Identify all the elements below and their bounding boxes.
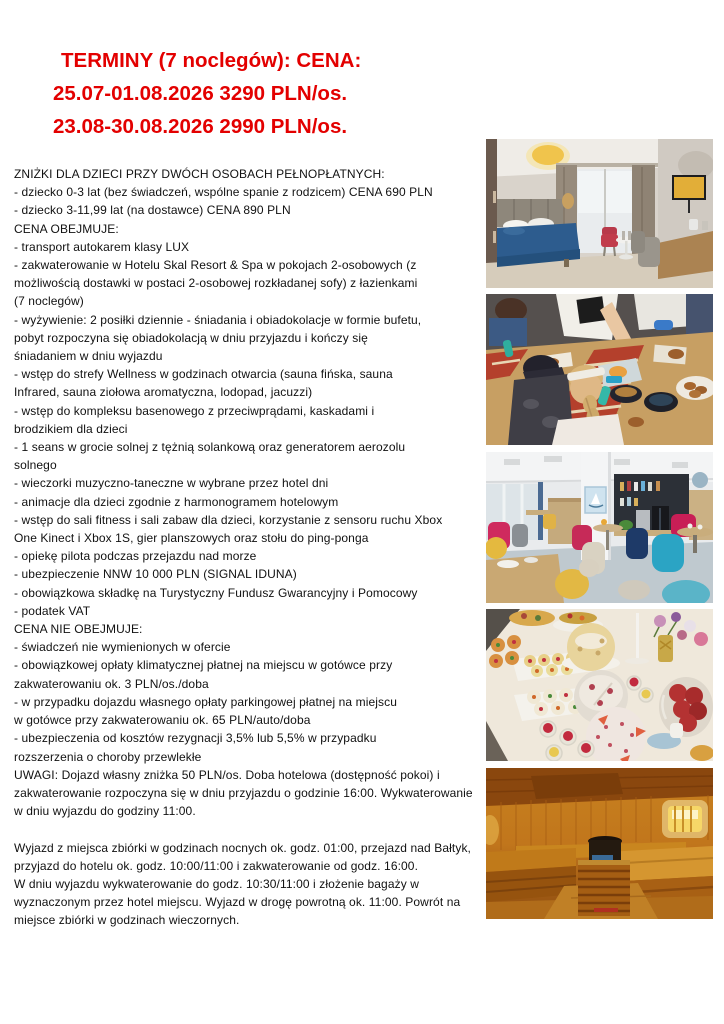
offer-text-line: - zakwaterowanie w Hotelu Skal Resort & Spa w pokojach 2-osobowych (z	[14, 258, 417, 273]
dessert-buffet-photo	[486, 609, 713, 761]
offer-text-line	[14, 820, 492, 838]
offer-text-line: W dniu wyjazdu wykwaterowanie do godz. 10:30/11:00 i złożenie bagaży w	[14, 876, 420, 891]
offer-text-line: - w przypadku dojazdu własnego opłaty parkingowej płatnej na miejscu	[14, 694, 398, 709]
offer-text-line: CENA OBEJMUJE:	[14, 221, 119, 236]
offer-text-line: solnego	[14, 458, 57, 473]
offer-text-line: - obowiązkowej opłaty klimatycznej płatnej na miejscu w gotówce przy	[14, 658, 393, 673]
offer-text-line: - transport autokarem klasy LUX	[14, 239, 190, 254]
offer-text-line: - opiekę pilota podczas przejazdu nad morze	[14, 549, 257, 564]
offer-text-line: Infrared, sauna ziołowa aromatyczna, lodopad, jacuzzi)	[14, 385, 313, 400]
hotel-cafe-photo	[486, 452, 713, 603]
offer-text-line: miejsce zbiórki w godzinach wieczornych.	[14, 913, 240, 928]
offer-text-line: pobyt rozpoczyna się obiadokolacją w dniu przyjazdu i kończy się	[14, 330, 368, 345]
offer-text-line: w dniu wyjazdu do godziny 11:00.	[14, 804, 196, 819]
offer-text-line: - ubezpieczenie NNW 10 000 PLN (SIGNAL IDUNA)	[14, 567, 297, 582]
price-header-line: TERMINY (7 noclegów): CENA:	[61, 49, 362, 72]
offer-text-line: - wstęp do strefy Wellness w godzinach otwarcia (sauna fińska, sauna	[14, 367, 393, 382]
offer-text-line: - wieczorki muzyczno-taneczne w wybrane przez hotel dni	[14, 476, 329, 491]
offer-text-line: - świadczeń nie wymienionych w ofercie	[14, 640, 231, 655]
offer-text-line: wyznaczonym przez hotel miejscu. Wyjazd w drogę powrotną ok. 11:00. Powrót na	[14, 895, 461, 910]
offer-text-line: Wyjazd z miejsca zbiórki w godzinach nocnych ok. godz. 01:00, przejazd nad Bałtyk,	[14, 840, 471, 855]
price-header-line: 23.08-30.08.2026 2990 PLN/os.	[53, 115, 348, 138]
offer-text-line: ZNIŻKI DLA DZIECI PRZY DWÓCH OSOBACH PEŁNOPŁATNYCH:	[14, 167, 385, 181]
offer-text-line: (7 noclegów)	[14, 294, 84, 309]
price-header-line: 25.07-01.08.2026 3290 PLN/os.	[53, 82, 348, 105]
offer-text-line: UWAGI: Dojazd własny zniżka 50 PLN/os. Doba hotelowa (dostępność pokoi) i	[14, 767, 440, 782]
hotel-room-photo	[486, 139, 713, 288]
offer-text-line: brodzikiem dla dzieci	[14, 421, 128, 436]
sauna-photo	[486, 768, 713, 919]
offer-text-line: One Kinect i Xbox 1S, gier planszowych oraz stołu do ping-ponga	[14, 531, 369, 546]
kids-workshop-photo	[486, 294, 713, 445]
price-header	[53, 44, 361, 143]
offer-text-line: CENA NIE OBEJMUJE:	[14, 622, 143, 637]
offer-text-line: - wstęp do kompleksu basenowego z przeciwprądami, kaskadami i	[14, 403, 375, 418]
offer-text-line: rozszerzenia o choroby przewlekłe	[14, 749, 202, 764]
offer-text-line: - 1 seans w grocie solnej z tężnią solankową oraz generatorem aerozolu	[14, 440, 406, 455]
offer-text-line: - obowiązkowa składkę na Turystyczny Fundusz Gwarancyjny i Pomocowy	[14, 585, 418, 600]
offer-text-line: - animacje dla dzieci zgodnie z harmonogramem hotelowym	[14, 494, 339, 509]
offer-text-line: - wyżywienie: 2 posiłki dziennie - śniadania i obiadokolacje w formie bufetu,	[14, 312, 422, 327]
offer-text-line: - dziecko 3-11,99 lat (na dostawce) CENA 890 PLN	[14, 203, 291, 218]
offer-text-line: przyjazd do hotelu ok. godz. 10:00/11:00 i zakwaterowanie od godz. 16:00.	[14, 858, 419, 873]
offer-text-line: - podatek VAT	[14, 603, 91, 618]
offer-text-line: możliwością dostawki w postaci 2-osobowej rozkładanej sofy) z łazienkami	[14, 276, 418, 291]
offer-text-line: - ubezpieczenia od kosztów rezygnacji 3,5% lub 5,5% w przypadku	[14, 731, 377, 746]
offer-text-line: - wstęp do sali fitness i sali zabaw dla dzieci, korzystanie z sensoru ruchu Xbox	[14, 512, 443, 527]
offer-text-line: zakwaterowanie rozpoczyna się w dniu przyjazdu o godzinie 16:00. Wykwaterowanie	[14, 785, 473, 800]
offer-text-line: śniadaniem w dniu wyjazdu	[14, 349, 163, 364]
photo-column	[486, 0, 713, 1024]
offer-text	[14, 165, 492, 930]
offer-text-line: zakwaterowaniu ok. 3 PLN/os./doba	[14, 676, 209, 691]
offer-text-line: w gotówce przy zakwaterowaniu ok. 65 PLN/auto/doba	[14, 713, 311, 728]
offer-text-line: - dziecko 0-3 lat (bez świadczeń, wspólne spanie z rodzicem) CENA 690 PLN	[14, 185, 433, 200]
